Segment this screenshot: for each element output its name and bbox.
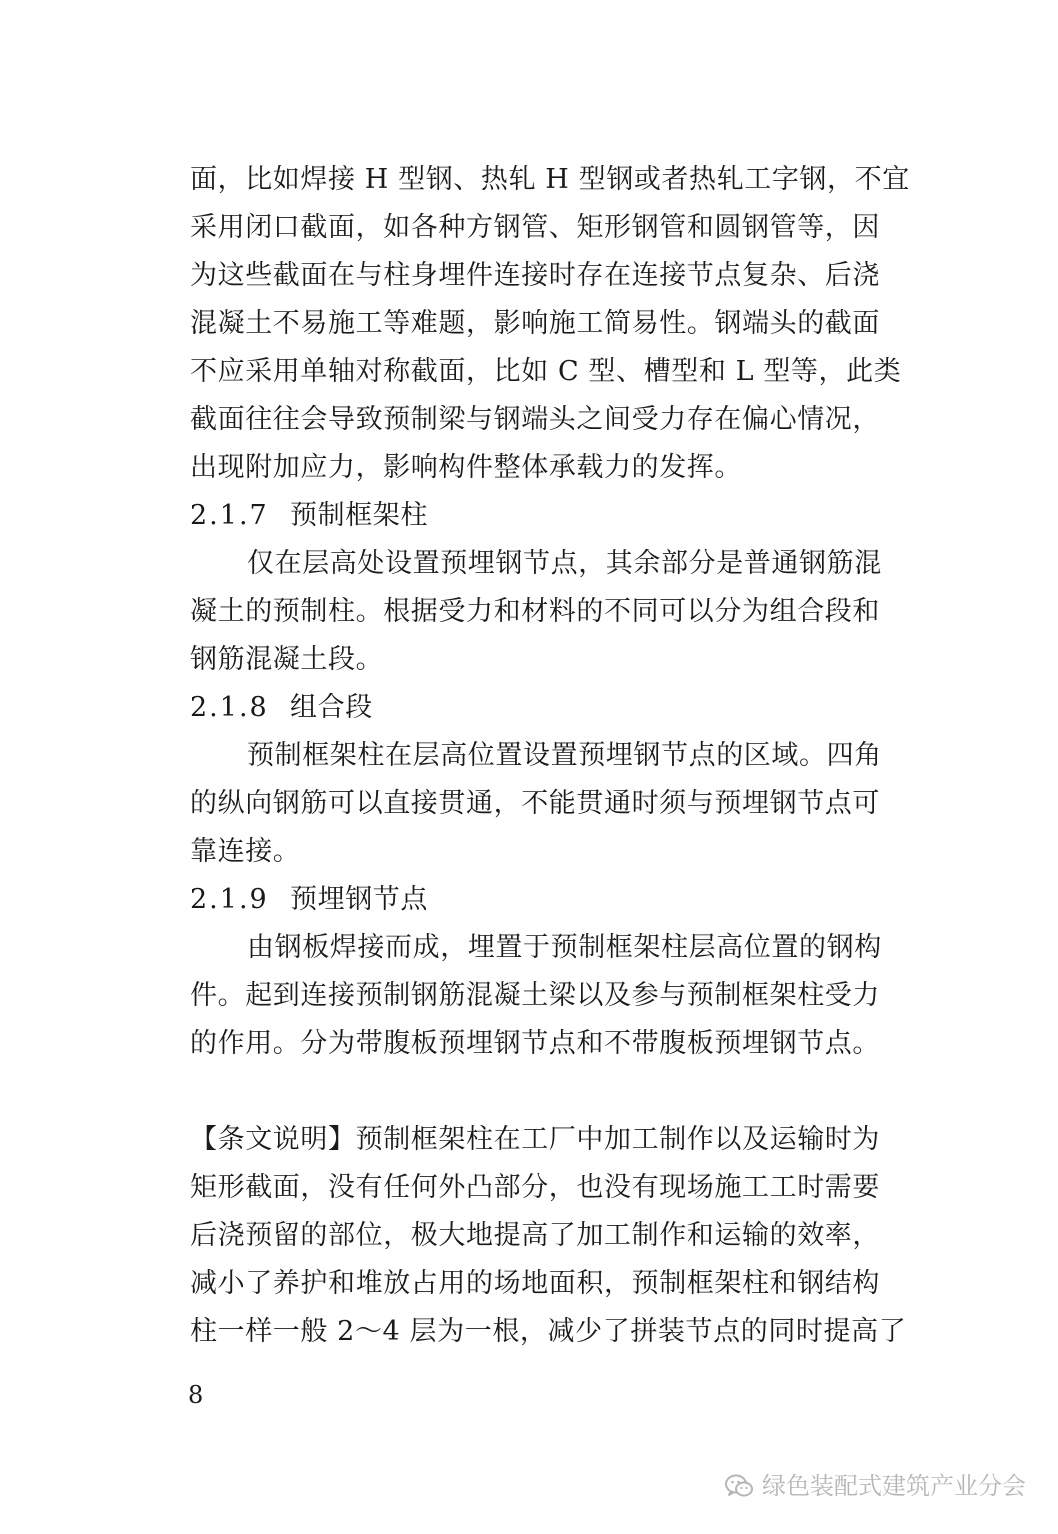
text-line: 减小了养护和堆放占用的场地面积，预制框架柱和钢结构 (190, 1268, 880, 1299)
text-line: 预制框架柱在层高位置设置预埋钢节点的区域。四角 (247, 740, 882, 771)
text-line: 后浇预留的部位，极大地提高了加工制作和运输的效率， (190, 1220, 880, 1251)
section-title: 预埋钢节点 (290, 884, 428, 915)
text-line: 不应采用单轴对称截面，比如 C 型、槽型和 L 型等，此类 (190, 356, 902, 387)
section-heading-2-1-8 (190, 684, 890, 732)
document-body (190, 156, 910, 1356)
text-line: 钢筋混凝土段。 (190, 644, 384, 675)
text-line: 面，比如焊接 H 型钢、热轧 H 型钢或者热轧工字钢，不宜 (190, 164, 910, 195)
text-line: 为这些截面在与柱身埋件连接时存在连接节点复杂、后浇 (190, 260, 880, 291)
text-line: 仅在层高处设置预埋钢节点，其余部分是普通钢筋混 (247, 548, 882, 579)
paragraph-steel-section (190, 156, 910, 492)
text-line: 件。起到连接预制钢筋混凝土梁以及参与预制框架柱受力 (190, 980, 880, 1011)
page-number: 8 (188, 1381, 204, 1409)
text-line: 混凝土不易施工等难题，影响施工简易性。钢端头的截面 (190, 308, 880, 339)
commentary-paragraph (190, 1116, 907, 1356)
section-heading-2-1-7 (190, 492, 890, 540)
text-line: 凝土的预制柱。根据受力和材料的不同可以分为组合段和 (190, 596, 880, 627)
text-line: 【条文说明】预制框架柱在工厂中加工制作以及运输时为 (190, 1124, 880, 1155)
watermark (724, 1469, 1026, 1503)
text-line: 柱一样一般 2～4 层为一根，减少了拼装节点的同时提高了 (190, 1316, 907, 1347)
section-number: 2.1.9 (190, 884, 269, 915)
text-line: 由钢板焊接而成，埋置于预制框架柱层高位置的钢构 (247, 932, 882, 963)
section-heading-2-1-9 (190, 876, 890, 924)
text-line: 采用闭口截面，如各种方钢管、矩形钢管和圆钢管等，因 (190, 212, 880, 243)
text-line: 矩形截面，没有任何外凸部分，也没有现场施工工时需要 (190, 1172, 880, 1203)
watermark-text: 绿色装配式建筑产业分会 (762, 1472, 1026, 1500)
section-title: 预制框架柱 (290, 500, 428, 531)
wechat-icon (724, 1473, 754, 1499)
section-title: 组合段 (290, 692, 373, 723)
text-line: 截面往往会导致预制梁与钢端头之间受力存在偏心情况， (190, 404, 880, 435)
text-line: 的作用。分为带腹板预埋钢节点和不带腹板预埋钢节点。 (190, 1028, 880, 1059)
section-number: 2.1.7 (190, 500, 269, 531)
paragraph-spacer (190, 1068, 890, 1116)
section-number: 2.1.8 (190, 692, 269, 723)
text-line: 的纵向钢筋可以直接贯通，不能贯通时须与预埋钢节点可 (190, 788, 880, 819)
text-line: 出现附加应力，影响构件整体承载力的发挥。 (190, 452, 742, 483)
text-line: 靠连接。 (190, 836, 301, 867)
